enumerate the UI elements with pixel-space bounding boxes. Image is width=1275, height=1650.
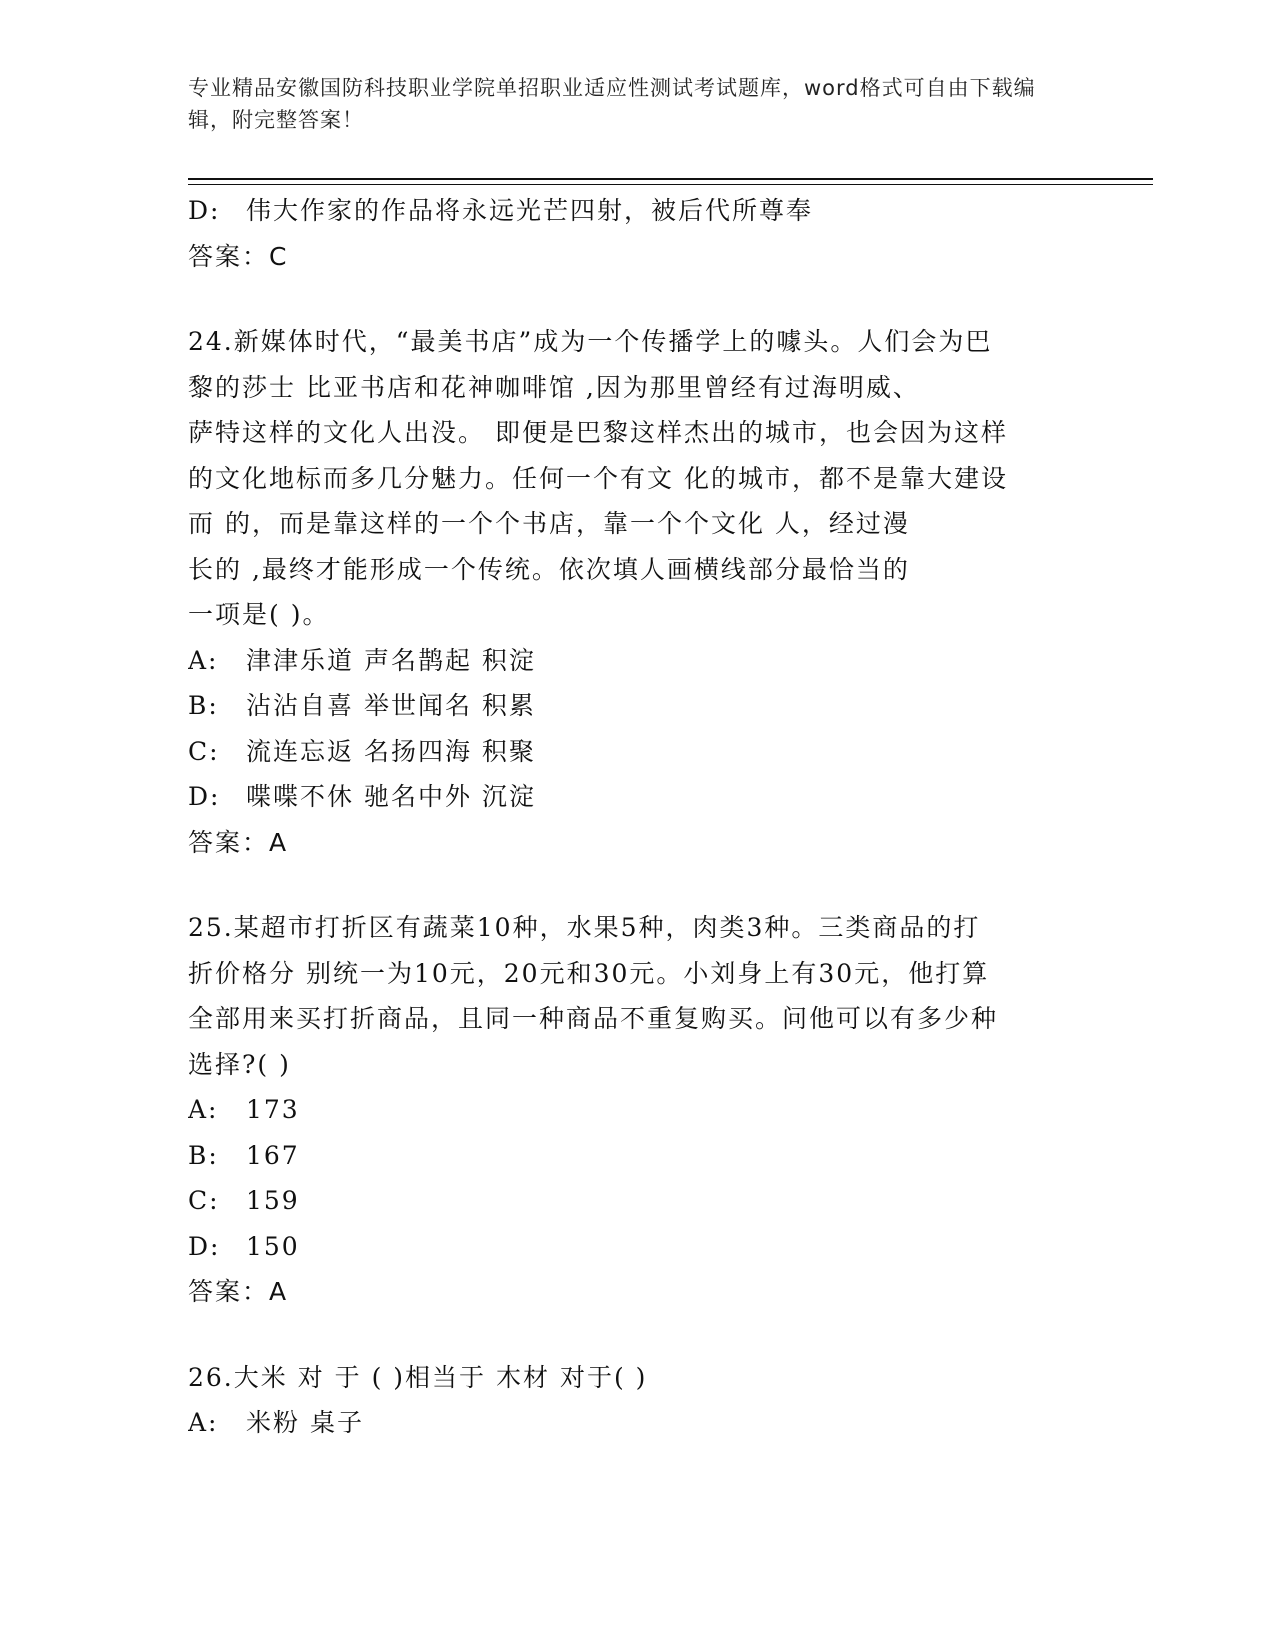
option-key: D: [188, 782, 221, 811]
question-text-line: 25.某超市打折区有蔬菜10种，水果5种，肉类3种。三类商品的打 [188, 913, 981, 942]
question-25 [188, 905, 1088, 1315]
option-text: 173 [246, 1095, 300, 1124]
option-line [188, 638, 1088, 684]
option-key: D: [188, 1231, 221, 1261]
option-text: 167 [246, 1140, 300, 1170]
answer-line: 答案：C [188, 241, 289, 271]
option-text: 流连忘返 名扬四海 积聚 [246, 736, 536, 766]
option-line [188, 188, 1088, 234]
option-line [188, 1400, 1088, 1446]
option-key: A: [188, 1408, 219, 1437]
header-divider-thin [188, 184, 1153, 185]
option-line [188, 1087, 1088, 1133]
question-text-line: 折价格分 别统一为10元，20元和30元。小刘身上有30元，他打算 [188, 958, 990, 988]
option-text: 津津乐道 声名鹊起 积淀 [246, 645, 536, 675]
question-text-line: 选择?( ) [188, 1049, 291, 1079]
option-line [188, 683, 1088, 729]
option-key: C: [188, 736, 220, 766]
option-text: 150 [246, 1231, 300, 1261]
option-text: 沾沾自喜 举世闻名 积累 [246, 691, 536, 720]
question-text-line: 一项是( )。 [188, 600, 330, 629]
question-26 [188, 1355, 1088, 1446]
header-divider-thick [188, 178, 1153, 180]
question-24 [188, 319, 1088, 865]
option-line [188, 729, 1088, 775]
option-text: 伟大作家的作品将永远光芒四射，被后代所尊奉 [246, 196, 814, 225]
answer-line: 答案：A [188, 1277, 289, 1306]
document-body [188, 188, 1088, 1446]
question-text-line: 黎的莎士 比亚书店和花神咖啡馆 ,因为那里曾经有过海明威、 [188, 372, 920, 402]
option-text: 喋喋不休 驰名中外 沉淀 [246, 782, 536, 811]
option-key: D: [188, 196, 221, 225]
option-text: 159 [246, 1186, 300, 1215]
option-key: C: [188, 1186, 220, 1215]
question-text-line: 24.新媒体时代，“最美书店”成为一个传播学上的噱头。人们会为巴 [188, 327, 993, 356]
option-text: 米粉 桌子 [246, 1408, 364, 1437]
question-text-line: 的文化地标而多几分魅力。任何一个有文 化的城市，都不是靠大建设 [188, 463, 1008, 493]
question-text-line: 而 的，而是靠这样的一个个书店，靠一个个文化 人，经过漫 [188, 509, 910, 538]
option-key: A: [188, 1095, 219, 1124]
option-line [188, 1178, 1088, 1224]
page-header: 专业精品安徽国防科技职业学院单招职业适应性测试考试题库，word格式可自由下载编辑，附完整答案！ [188, 76, 1036, 132]
answer-line: 答案：A [188, 827, 289, 857]
question-text-line: 萨特这样的文化人出没。 即便是巴黎这样杰出的城市，也会因为这样 [188, 418, 1008, 447]
option-key: B: [188, 1140, 219, 1170]
option-line [188, 1133, 1088, 1179]
question-text-line: 长的 ,最终才能形成一个传统。依次填人画横线部分最恰当的 [188, 554, 910, 584]
option-key: B: [188, 691, 219, 720]
option-key: A: [188, 645, 219, 675]
option-line [188, 1224, 1088, 1270]
question-text-line: 全部用来买打折商品，且同一种商品不重复购买。问他可以有多少种 [188, 1004, 999, 1033]
option-line [188, 774, 1088, 820]
question-text-line: 26.大米 对 于 ( )相当于 木材 对于( ) [188, 1362, 648, 1392]
